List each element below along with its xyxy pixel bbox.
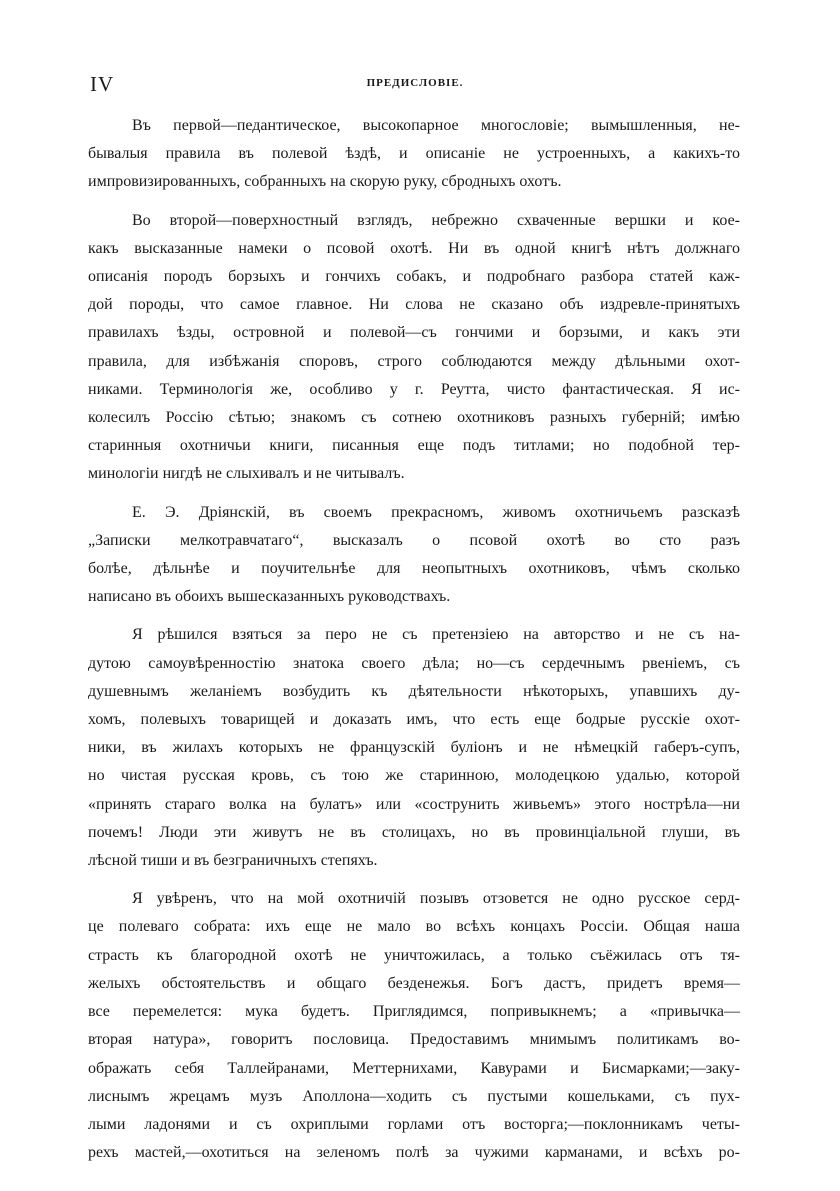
text-line: Я увѣренъ, что на мой охотничій позывъ отзовется не одно русское серд- <box>132 890 740 908</box>
text-line: но чистая русская кровь, съ тою же старинною, молодецкою удалью, которой <box>88 767 740 785</box>
text-line: Въ первой—педантическое, высокопарное многословіе; вымышленныя, не- <box>132 117 740 134</box>
text-line: страсть къ благородной охотѣ не уничтожилась, а только съёжилась отъ тя- <box>88 946 740 964</box>
text-line: бывалыя правила въ полевой ѣздѣ, и описаніе не устроенныхъ, а какихъ-то <box>88 145 740 163</box>
text-line: вторая натура», говоритъ пословица. Предоставимъ мнимымъ политикамъ во- <box>88 1031 740 1049</box>
text-line: лыми ладонями и съ охриплыми горлами отъ восторга;—поклонникамъ четы- <box>88 1115 740 1133</box>
text-line: душевнымъ желаніемъ возбудить къ дѣятельности нѣкоторыхъ, упавшихъ ду- <box>88 682 740 700</box>
paragraph <box>88 499 740 612</box>
text-line: Я рѣшился взяться за перо не съ претензіею на авторство и не съ на- <box>132 626 740 644</box>
text-line: старинныя охотничьи книги, писанныя еще подъ титлами; но подобной тер- <box>88 437 740 455</box>
text-line: дой породы, что самое главное. Ни слова не сказано объ издревле-принятыхъ <box>88 296 740 314</box>
body-text <box>88 112 740 1177</box>
running-title: ПРЕДИСЛОВІЕ. <box>366 77 464 89</box>
text-line: Во второй—поверхностный взглядъ, небрежно схваченные вершки и кое- <box>132 211 740 229</box>
text-line: все перемелется: мука будетъ. Приглядимся, попривыкнемъ; а «привычка— <box>88 1003 740 1021</box>
text-line: „Записки мелкотравчатаго“, высказалъ о псовой охотѣ во сто разъ <box>88 531 740 549</box>
text-line: рехъ мастей,—охотиться на зеленомъ полѣ за чужими карманами, и всѣхъ ро- <box>88 1144 740 1162</box>
text-line: болѣе, дѣльнѣе и поучительнѣе для неопытныхъ охотниковъ, чѣмъ сколько <box>88 560 740 578</box>
text-line: минологіи нигдѣ не слыхивалъ и не читывалъ. <box>88 465 405 483</box>
text-line: Е. Э. Дріянскій, въ своемъ прекрасномъ, живомъ охотничьемъ разсказѣ <box>132 503 740 521</box>
text-line: дутою самоувѣренностію знатока своего дѣла; но—съ сердечнымъ рвеніемъ, съ <box>88 654 740 672</box>
text-line: це полеваго собрата: ихъ еще не мало во всѣхъ концахъ Россіи. Общая наша <box>88 918 740 936</box>
text-line: колесилъ Россію сѣтью; знакомъ съ сотнею охотниковъ разныхъ губерній; имѣю <box>88 409 740 427</box>
text-line: ники, въ жилахъ которыхъ не французскій буліонъ и не нѣмецкій габеръ-супъ, <box>88 739 740 757</box>
text-line: описанія породъ борзыхъ и гончихъ собакъ, и подробнаго разбора статей каж- <box>88 268 740 286</box>
paragraph <box>88 112 740 197</box>
paragraph <box>88 207 740 489</box>
text-line: ображать себя Таллейранами, Меттернихами, Кавурами и Бисмарками;—заку- <box>88 1059 740 1077</box>
page-number: IV <box>90 72 115 96</box>
paragraph <box>88 621 740 875</box>
text-line: хомъ, полевыхъ товарищей и доказать имъ, что есть еще бодрые русскіе охот- <box>88 711 740 729</box>
text-line: лѣсной тиши и въ безграничныхъ степяхъ. <box>88 852 378 870</box>
text-line: лиснымъ жрецамъ музъ Аполлона—ходить съ пустыми кошельками, съ пух- <box>88 1087 740 1105</box>
paragraph <box>88 885 740 1167</box>
text-line: импровизированныхъ, собранныхъ на скорую руку, сбродныхъ охотъ. <box>88 173 562 191</box>
text-line: никами. Терминологія же, особливо у г. Реутта, чисто фантастическая. Я ис- <box>88 380 740 398</box>
text-line: написано въ обоихъ вышесказанныхъ руководствахъ. <box>88 588 451 606</box>
text-line: правилахъ ѣзды, островной и полевой—съ гончими и борзыми, и какъ эти <box>88 324 740 342</box>
text-line: правила, для избѣжанія споровъ, строго соблюдаются между дѣльными охот- <box>88 352 740 370</box>
text-line: какъ высказанные намеки о псовой охотѣ. Ни въ одной книгѣ нѣтъ должнаго <box>88 239 740 257</box>
text-line: желыхъ обстоятельствъ и общаго безденежья. Богъ дастъ, придетъ время— <box>88 974 740 992</box>
page-header <box>90 72 740 96</box>
text-line: «принять стараго волка на булатъ» или «сострунить живьемъ» этого нострѣла—ни <box>88 795 740 813</box>
text-line: почемъ! Люди эти живутъ не въ столицахъ, но въ провинціальной глуши, въ <box>88 823 740 841</box>
